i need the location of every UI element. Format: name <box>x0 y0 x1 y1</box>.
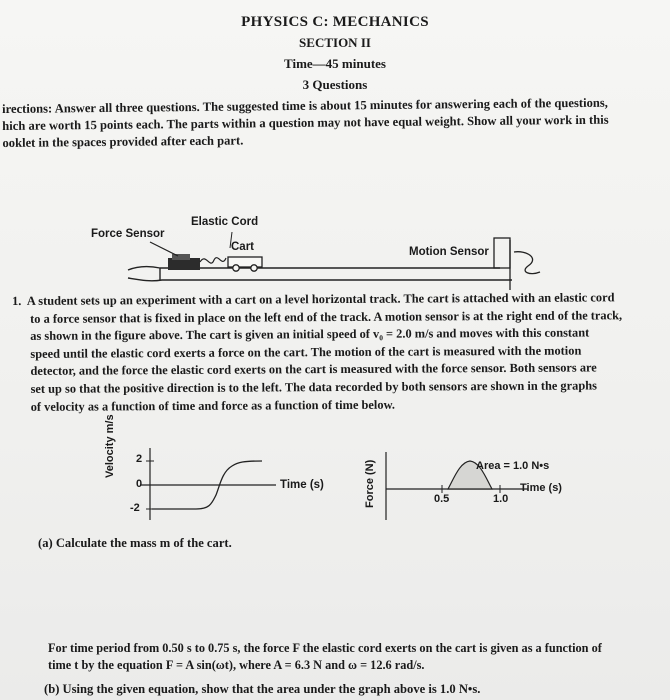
question-1-line-7: of velocity as a function of time and force as a function of time below. <box>30 397 395 414</box>
velocity-xlabel: Time (s) <box>280 479 324 491</box>
directions-label: irections: <box>2 101 53 116</box>
exam-title: PHYSICS C: MECHANICS <box>241 14 429 30</box>
directions-line-3: ooklet in the spaces provided after each part. <box>2 133 244 150</box>
velocity-tick-2: 2 <box>136 453 143 465</box>
question-1-line-1: 1. A student sets up an experiment with a cart on a level horizontal track. The cart is attached with an elastic cord <box>12 290 615 308</box>
given-line-1: For time period from 0.50 s to 0.75 s, the force F the elastic cord exerts on the cart is given as a function of <box>48 641 602 655</box>
force-ylabel: Force (N) <box>364 459 376 508</box>
velocity-tick-0: 0 <box>136 478 143 490</box>
label-cart: Cart <box>231 241 255 253</box>
velocity-ylabel: Velocity m/s <box>104 414 116 478</box>
velocity-tick-neg2: -2 <box>130 502 140 514</box>
force-sensor <box>150 242 200 270</box>
force-area-label: Area = 1.0 N•s <box>476 460 550 472</box>
given-line-2: time t by the equation F = A sin(ωt), where A = 6.3 N and ω = 12.6 rad/s. <box>48 658 425 672</box>
given-equation-text <box>48 640 658 674</box>
question-1-line-4: speed until the elastic cord exerts a force on the cart. The motion of the cart is measured with the motion <box>30 343 582 361</box>
label-force-sensor: Force Sensor <box>91 228 165 240</box>
force-tick-1-0: 1.0 <box>493 493 509 505</box>
force-tick-0-5: 0.5 <box>434 493 450 505</box>
questions-count: 3 Questions <box>302 77 368 92</box>
question-1-line-6: set up so that the positive direction is to the left. The data recorded by both sensors are shown in the graphs <box>30 378 597 396</box>
velocity-graph <box>140 448 276 520</box>
label-elastic-cord: Elastic Cord <box>191 216 259 228</box>
question-1-line-2: to a force sensor that is fixed in place on the left end of the track. A motion sensor is at the right end of the track, <box>30 307 623 326</box>
part-b-prompt: (b) Using the given equation, show that the area under the graph above is 1.0 N•s. <box>44 682 481 696</box>
question-1 <box>12 289 659 416</box>
part-a-prompt: (a) Calculate the mass m of the cart. <box>38 536 232 550</box>
directions-line-2: hich are worth 15 points each. The parts within a question may not have equal weight. Show all your work in this <box>2 112 609 133</box>
elastic-cord <box>200 258 226 263</box>
motion-sensor <box>494 238 540 290</box>
directions-line-1: Answer all three questions. The suggested time is about 15 minutes for answering each of the questions, <box>54 95 608 116</box>
section-label: SECTION II <box>299 35 371 50</box>
time-label: Time—45 minutes <box>284 56 386 71</box>
force-xlabel: Time (s) <box>520 482 562 494</box>
question-1-line-3: as shown in the figure above. The cart is given an initial speed of v₀ = 2.0 m/s and moves with this constant <box>30 325 590 344</box>
question-number: 1. <box>12 293 22 308</box>
cart <box>228 257 262 271</box>
label-motion-sensor: Motion Sensor <box>409 246 489 258</box>
question-1-line-5: detector, and the force the elastic cord exerts on the cart is measured with the force sensor. Both sensors are <box>30 360 597 379</box>
